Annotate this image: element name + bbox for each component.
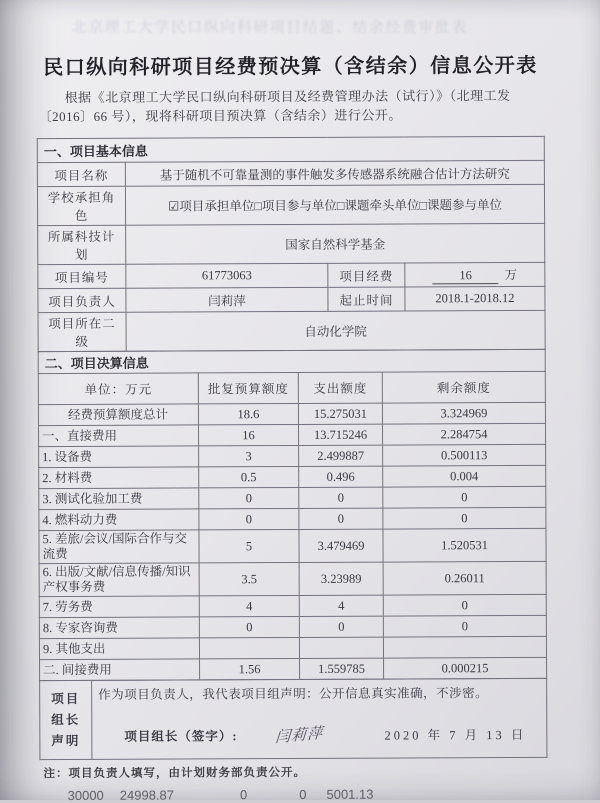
- settlement-header-row: [38, 371, 545, 404]
- settlement-cell-budget: 0.5: [199, 466, 299, 487]
- settlement-cell-spent: 0: [299, 616, 383, 637]
- table-row: [38, 223, 545, 264]
- settlement-cell-label: 6. 出版/文献/信息传播/知识产权事务费: [39, 563, 199, 597]
- form-content: [36, 49, 547, 803]
- settlement-row: [39, 465, 546, 488]
- settlement-cell-remain: 0.000215: [384, 657, 547, 679]
- declaration-body: [92, 678, 547, 759]
- leader-label: 项目负责人: [38, 288, 126, 312]
- settlement-cell-spent: 1.559785: [300, 658, 384, 679]
- basic-info-table: [37, 136, 546, 352]
- funding-unit: 万: [504, 268, 518, 283]
- settlement-cell-remain: 2.284754: [382, 423, 545, 445]
- col-header-unit: 单位：万元: [38, 373, 198, 405]
- footer-figure: 30000: [67, 787, 104, 803]
- settlement-cell-remain: 0.004: [383, 465, 546, 487]
- footer-figure: 0: [299, 786, 307, 802]
- settlement-cell-spent: 3.23989: [299, 562, 383, 595]
- period-value: 2018.1-2018.12: [405, 286, 545, 311]
- settlement-cell-budget: 18.6: [198, 403, 298, 424]
- table-row: [38, 310, 545, 351]
- settlement-cell-label: 3. 测试化验加工费: [39, 488, 199, 510]
- declaration-table: [39, 678, 547, 760]
- settlement-cell-label: 7. 劳务费: [39, 596, 199, 618]
- settlement-cell-remain: 3.324969: [382, 402, 545, 424]
- intro-paragraph: 根据《北京理工大学民口纵向科研项目及经费管理办法（试行）》（北理工发〔2016〕66 号），现将科研项目预决算（含结余）进行公开。: [38, 88, 511, 125]
- settlement-cell-budget: 0: [199, 616, 299, 637]
- settlement-row: [39, 528, 546, 563]
- role-checkboxes: ☑项目承担单位□项目参与单位□课题牵头单位□课题参与单位: [125, 184, 544, 225]
- funding-amount: 16: [433, 268, 499, 284]
- settlement-cell-label: 1. 设备费: [39, 446, 199, 468]
- settlement-cell-label: 8. 专家咨询费: [39, 617, 199, 639]
- program-value: 国家自然科学基金: [126, 223, 545, 264]
- settlement-row: [39, 615, 546, 638]
- settlement-row: [40, 657, 547, 680]
- project-name-label: 项目名称: [37, 162, 125, 186]
- settlement-row: [39, 636, 546, 659]
- page-title: 民口纵向科研项目经费预决算（含结余）信息公开表: [43, 54, 538, 80]
- settlement-cell-budget: 0: [199, 508, 299, 529]
- settlement-cell-spent: 2.499887: [299, 445, 383, 466]
- project-name-value: 基于随机不可靠量测的事件触发多传感器系统融合估计方法研究: [125, 160, 544, 186]
- settlement-cell-remain: 0: [383, 594, 546, 616]
- settlement-cell-budget: 5: [199, 529, 299, 562]
- col-header-spent: 支出额度: [298, 372, 382, 403]
- settlement-row: [39, 507, 546, 530]
- period-label: 起止时间: [328, 287, 405, 311]
- settlement-cell-spent: 4: [299, 595, 383, 616]
- section1-header: 一、项目基本信息: [37, 136, 544, 162]
- footer-note: 注：项目负责人填写，由计划财务部负责公开。: [43, 766, 307, 781]
- footer-figure: 5001.13: [326, 786, 374, 802]
- settlement-cell-budget: 16: [198, 424, 298, 445]
- settlement-table: [38, 349, 547, 681]
- settlement-cell-label: 一、直接费用: [38, 425, 198, 447]
- settlement-cell-spent: 15.275031: [298, 403, 382, 424]
- footer-figure: 24998.87: [119, 787, 175, 803]
- settlement-cell-label: 4. 燃料动力费: [39, 509, 199, 531]
- footer-figure: 0: [239, 787, 248, 803]
- settlement-cell-remain: 0: [383, 615, 546, 637]
- footer-figures: [40, 786, 548, 803]
- settlement-cell-remain: 0: [383, 507, 546, 529]
- section2-header: 二、项目决算信息: [38, 349, 545, 373]
- table-row: [37, 136, 544, 162]
- settlement-cell-label: 二. 间接费用: [40, 659, 200, 681]
- department-label: 项目所在二级: [38, 312, 126, 351]
- settlement-cell-budget: [199, 637, 299, 658]
- project-no-label: 项目编号: [38, 264, 126, 288]
- settlement-cell-remain: [383, 636, 546, 658]
- leader-value: 闫莉萍: [126, 287, 328, 312]
- signature-row: [98, 723, 540, 746]
- program-label: 所属科技计划: [38, 225, 126, 264]
- sign-label: 项目组长（签字）:: [124, 729, 238, 744]
- settlement-cell-spent: 0: [299, 508, 383, 529]
- settlement-cell-spent: 13.715246: [298, 424, 382, 445]
- settlement-cell-spent: 0.496: [299, 466, 383, 487]
- table-row: [37, 184, 544, 225]
- declaration-side-label: [40, 680, 92, 759]
- side-label-line: 组长: [51, 712, 81, 727]
- settlement-row: [39, 486, 546, 509]
- settlement-row: [39, 594, 546, 617]
- settlement-cell-remain: 0.500113: [383, 444, 546, 466]
- declaration-statement: 作为项目负责人，我代表项目组声明：公开信息真实准确，不涉密。: [98, 686, 489, 702]
- settlement-cell-label: 5. 差旅/会议/国际合作与交流费: [39, 530, 199, 564]
- settlement-row: [38, 423, 545, 446]
- bleed-through-text: 北京理工大学民口纵向科研项目结题、结余经费审批表: [72, 20, 468, 36]
- settlement-cell-budget: 0: [199, 487, 299, 508]
- settlement-cell-remain: 0.26011: [383, 561, 546, 595]
- funding-label: 项目经费: [328, 263, 405, 287]
- settlement-cell-remain: 1.520531: [383, 528, 546, 562]
- table-row: [37, 160, 544, 186]
- table-row: [38, 349, 545, 373]
- settlement-cell-spent: 3.479469: [299, 529, 383, 562]
- col-header-budget: 批复预算额度: [198, 372, 298, 403]
- declaration-date: 2020 年 7 月 13 日: [384, 727, 527, 743]
- handwritten-signature: 闫莉萍: [274, 725, 324, 747]
- settlement-cell-remain: 0: [383, 486, 546, 508]
- settlement-cell-label: 9. 其他支出: [39, 638, 199, 660]
- col-header-remaining: 剩余额度: [382, 371, 545, 403]
- department-value: 自动化学院: [126, 310, 545, 351]
- settlement-cell-spent: [299, 637, 383, 658]
- settlement-cell-budget: 1.56: [200, 658, 300, 679]
- settlement-cell-budget: 3: [199, 445, 299, 466]
- settlement-row: [38, 402, 545, 425]
- role-label: 学校承担角色: [37, 186, 125, 225]
- settlement-cell-label: 经费预算额度总计: [38, 404, 198, 426]
- settlement-cell-budget: 4: [199, 595, 299, 616]
- table-row: [40, 678, 547, 759]
- settlement-cell-label: 2. 材料费: [39, 467, 199, 489]
- table-row: [38, 262, 545, 288]
- settlement-row: [39, 444, 546, 467]
- settlement-row: [39, 561, 546, 596]
- table-row: [38, 286, 545, 312]
- side-label-line: 声明: [51, 733, 81, 748]
- project-no-value: 61773063: [126, 263, 328, 288]
- side-label-line: 项目: [51, 691, 81, 706]
- settlement-cell-budget: 3.5: [199, 562, 299, 595]
- funding-value-cell: [405, 262, 545, 287]
- settlement-cell-spent: 0: [299, 487, 383, 508]
